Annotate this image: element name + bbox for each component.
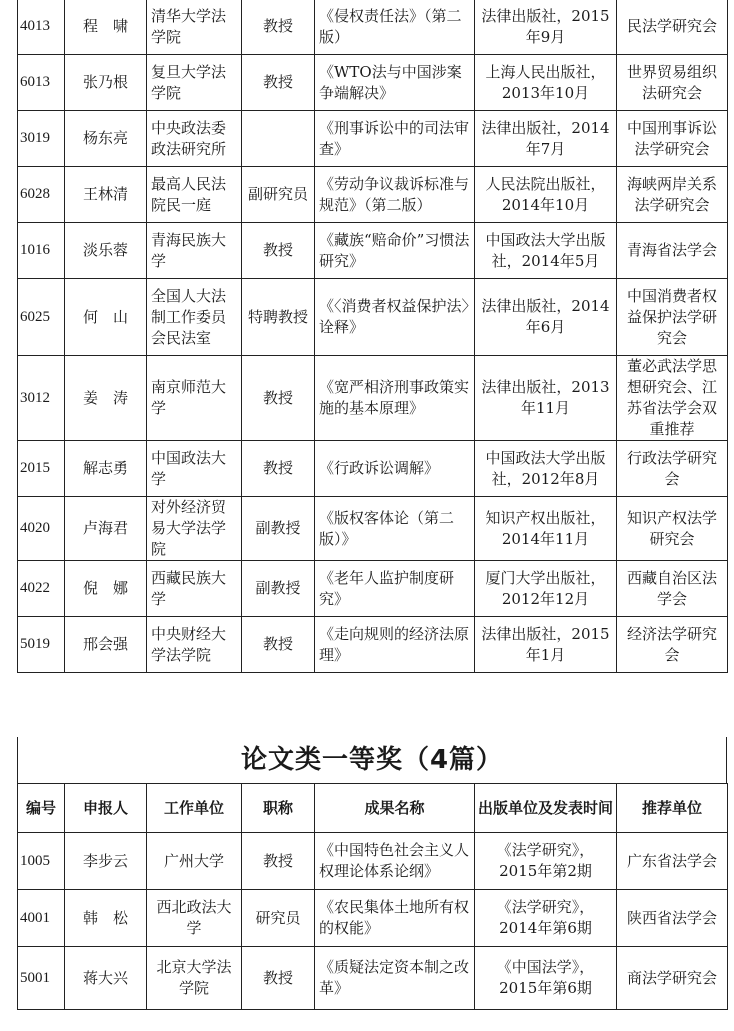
applicant-name: 解志勇 [65,441,147,497]
work-unit: 北京大学法学院 [147,947,242,1010]
work-unit: 中国政法大学 [147,441,242,497]
table-row [18,561,728,617]
table-row [18,55,728,111]
table-header-row [18,784,728,833]
table-row [18,441,728,497]
entry-code: 3012 [18,356,65,441]
column-header-title: 职称 [242,784,315,833]
book-award-table [17,0,728,673]
applicant-name: 蒋大兴 [65,947,147,1010]
job-title: 教授 [242,617,315,673]
publisher-date: 法律出版社，2014年7月 [475,111,617,167]
publisher-date: 厦门大学出版社，2012年12月 [475,561,617,617]
work-title: 《走向规则的经济法原理》 [315,617,475,673]
recommending-unit: 民法学研究会 [617,0,728,55]
work-unit: 全国人大法制工作委员会民法室 [147,279,242,356]
work-title: 《WTO法与中国涉案争端解决》 [315,55,475,111]
publisher-date: 人民法院出版社，2014年10月 [475,167,617,223]
work-title: 《〈消费者权益保护法〉诠释》 [315,279,475,356]
work-unit: 复旦大学法学院 [147,55,242,111]
entry-code: 6013 [18,55,65,111]
applicant-name: 卢海君 [65,497,147,561]
paper-award-table [17,783,728,1010]
work-title: 《农民集体土地所有权的权能》 [315,890,475,947]
work-unit: 中央财经大学法学院 [147,617,242,673]
work-unit: 中央政法委政法研究所 [147,111,242,167]
work-title: 《侵权责任法》（第二版） [315,0,475,55]
applicant-name: 姜 涛 [65,356,147,441]
work-unit: 青海民族大学 [147,223,242,279]
table-row [18,947,728,1010]
table-row [18,167,728,223]
job-title: 教授 [242,55,315,111]
table-row [18,223,728,279]
column-header-recommender: 推荐单位 [617,784,728,833]
work-title: 《刑事诉讼中的司法审查》 [315,111,475,167]
publisher-date: 法律出版社，2014年6月 [475,279,617,356]
work-title: 《劳动争议裁诉标准与规范》（第二版） [315,167,475,223]
table-row [18,833,728,890]
table-row [18,356,728,441]
applicant-name: 何 山 [65,279,147,356]
work-unit: 最高人民法院民一庭 [147,167,242,223]
work-unit: 西藏民族大学 [147,561,242,617]
recommending-unit: 董必武法学思想研究会、江苏省法学会双重推荐 [617,356,728,441]
recommending-unit: 陕西省法学会 [617,890,728,947]
publisher-date: 法律出版社，2015年9月 [475,0,617,55]
work-title: 《版权客体论（第二版）》 [315,497,475,561]
column-header-applicant: 申报人 [65,784,147,833]
entry-code: 1005 [18,833,65,890]
publisher-date: 中国政法大学出版社，2012年8月 [475,441,617,497]
entry-code: 4020 [18,497,65,561]
work-title: 《质疑法定资本制之改革》 [315,947,475,1010]
work-unit: 西北政法大学 [147,890,242,947]
table-row [18,890,728,947]
work-unit: 南京师范大学 [147,356,242,441]
publisher-date: 中国政法大学出版社，2014年5月 [475,223,617,279]
job-title: 教授 [242,0,315,55]
job-title: 研究员 [242,890,315,947]
publisher-date: 上海人民出版社，2013年10月 [475,55,617,111]
recommending-unit: 海峡两岸关系法学研究会 [617,167,728,223]
work-unit: 对外经济贸易大学法学院 [147,497,242,561]
applicant-name: 杨东亮 [65,111,147,167]
job-title: 教授 [242,947,315,1010]
work-unit: 广州大学 [147,833,242,890]
recommending-unit: 中国消费者权益保护法学研究会 [617,279,728,356]
entry-code: 6025 [18,279,65,356]
job-title: 教授 [242,833,315,890]
job-title: 特聘教授 [242,279,315,356]
publisher-date: 知识产权出版社，2014年11月 [475,497,617,561]
applicant-name: 李步云 [65,833,147,890]
applicant-name: 张乃根 [65,55,147,111]
recommending-unit: 中国刑事诉讼法学研究会 [617,111,728,167]
work-title: 《老年人监护制度研究》 [315,561,475,617]
applicant-name: 淡乐蓉 [65,223,147,279]
column-header-publisher: 出版单位及发表时间 [475,784,617,833]
work-title: 《藏族“赔命价”习惯法研究》 [315,223,475,279]
entry-code: 1016 [18,223,65,279]
applicant-name: 程 啸 [65,0,147,55]
recommending-unit: 商法学研究会 [617,947,728,1010]
column-header-code: 编号 [18,784,65,833]
entry-code: 3019 [18,111,65,167]
entry-code: 6028 [18,167,65,223]
entry-code: 4013 [18,0,65,55]
applicant-name: 邢会强 [65,617,147,673]
job-title: 副教授 [242,497,315,561]
entry-code: 4022 [18,561,65,617]
job-title: 教授 [242,356,315,441]
applicant-name: 倪 娜 [65,561,147,617]
recommending-unit: 西藏自治区法学会 [617,561,728,617]
column-header-work-unit: 工作单位 [147,784,242,833]
table-row [18,617,728,673]
applicant-name: 王林清 [65,167,147,223]
publisher-date: 《法学研究》，2015年第2期 [475,833,617,890]
section-heading: 论文类一等奖（4篇） [17,737,727,783]
job-title: 副研究员 [242,167,315,223]
job-title: 教授 [242,223,315,279]
entry-code: 5001 [18,947,65,1010]
table-row [18,111,728,167]
work-title: 《行政诉讼调解》 [315,441,475,497]
entry-code: 4001 [18,890,65,947]
publisher-date: 法律出版社，2015年1月 [475,617,617,673]
recommending-unit: 广东省法学会 [617,833,728,890]
table-row [18,0,728,55]
recommending-unit: 世界贸易组织法研究会 [617,55,728,111]
recommending-unit: 经济法学研究会 [617,617,728,673]
table-row [18,279,728,356]
recommending-unit: 行政法学研究会 [617,441,728,497]
job-title: 教授 [242,441,315,497]
entry-code: 5019 [18,617,65,673]
work-unit: 清华大学法学院 [147,0,242,55]
recommending-unit: 青海省法学会 [617,223,728,279]
work-title: 《中国特色社会主义人权理论体系论纲》 [315,833,475,890]
publisher-date: 《法学研究》，2014年第6期 [475,890,617,947]
publisher-date: 《中国法学》，2015年第6期 [475,947,617,1010]
recommending-unit: 知识产权法学研究会 [617,497,728,561]
entry-code: 2015 [18,441,65,497]
column-header-work-title: 成果名称 [315,784,475,833]
table-row [18,497,728,561]
job-title [242,111,315,167]
work-title: 《宽严相济刑事政策实施的基本原理》 [315,356,475,441]
applicant-name: 韩 松 [65,890,147,947]
publisher-date: 法律出版社，2013年11月 [475,356,617,441]
job-title: 副教授 [242,561,315,617]
